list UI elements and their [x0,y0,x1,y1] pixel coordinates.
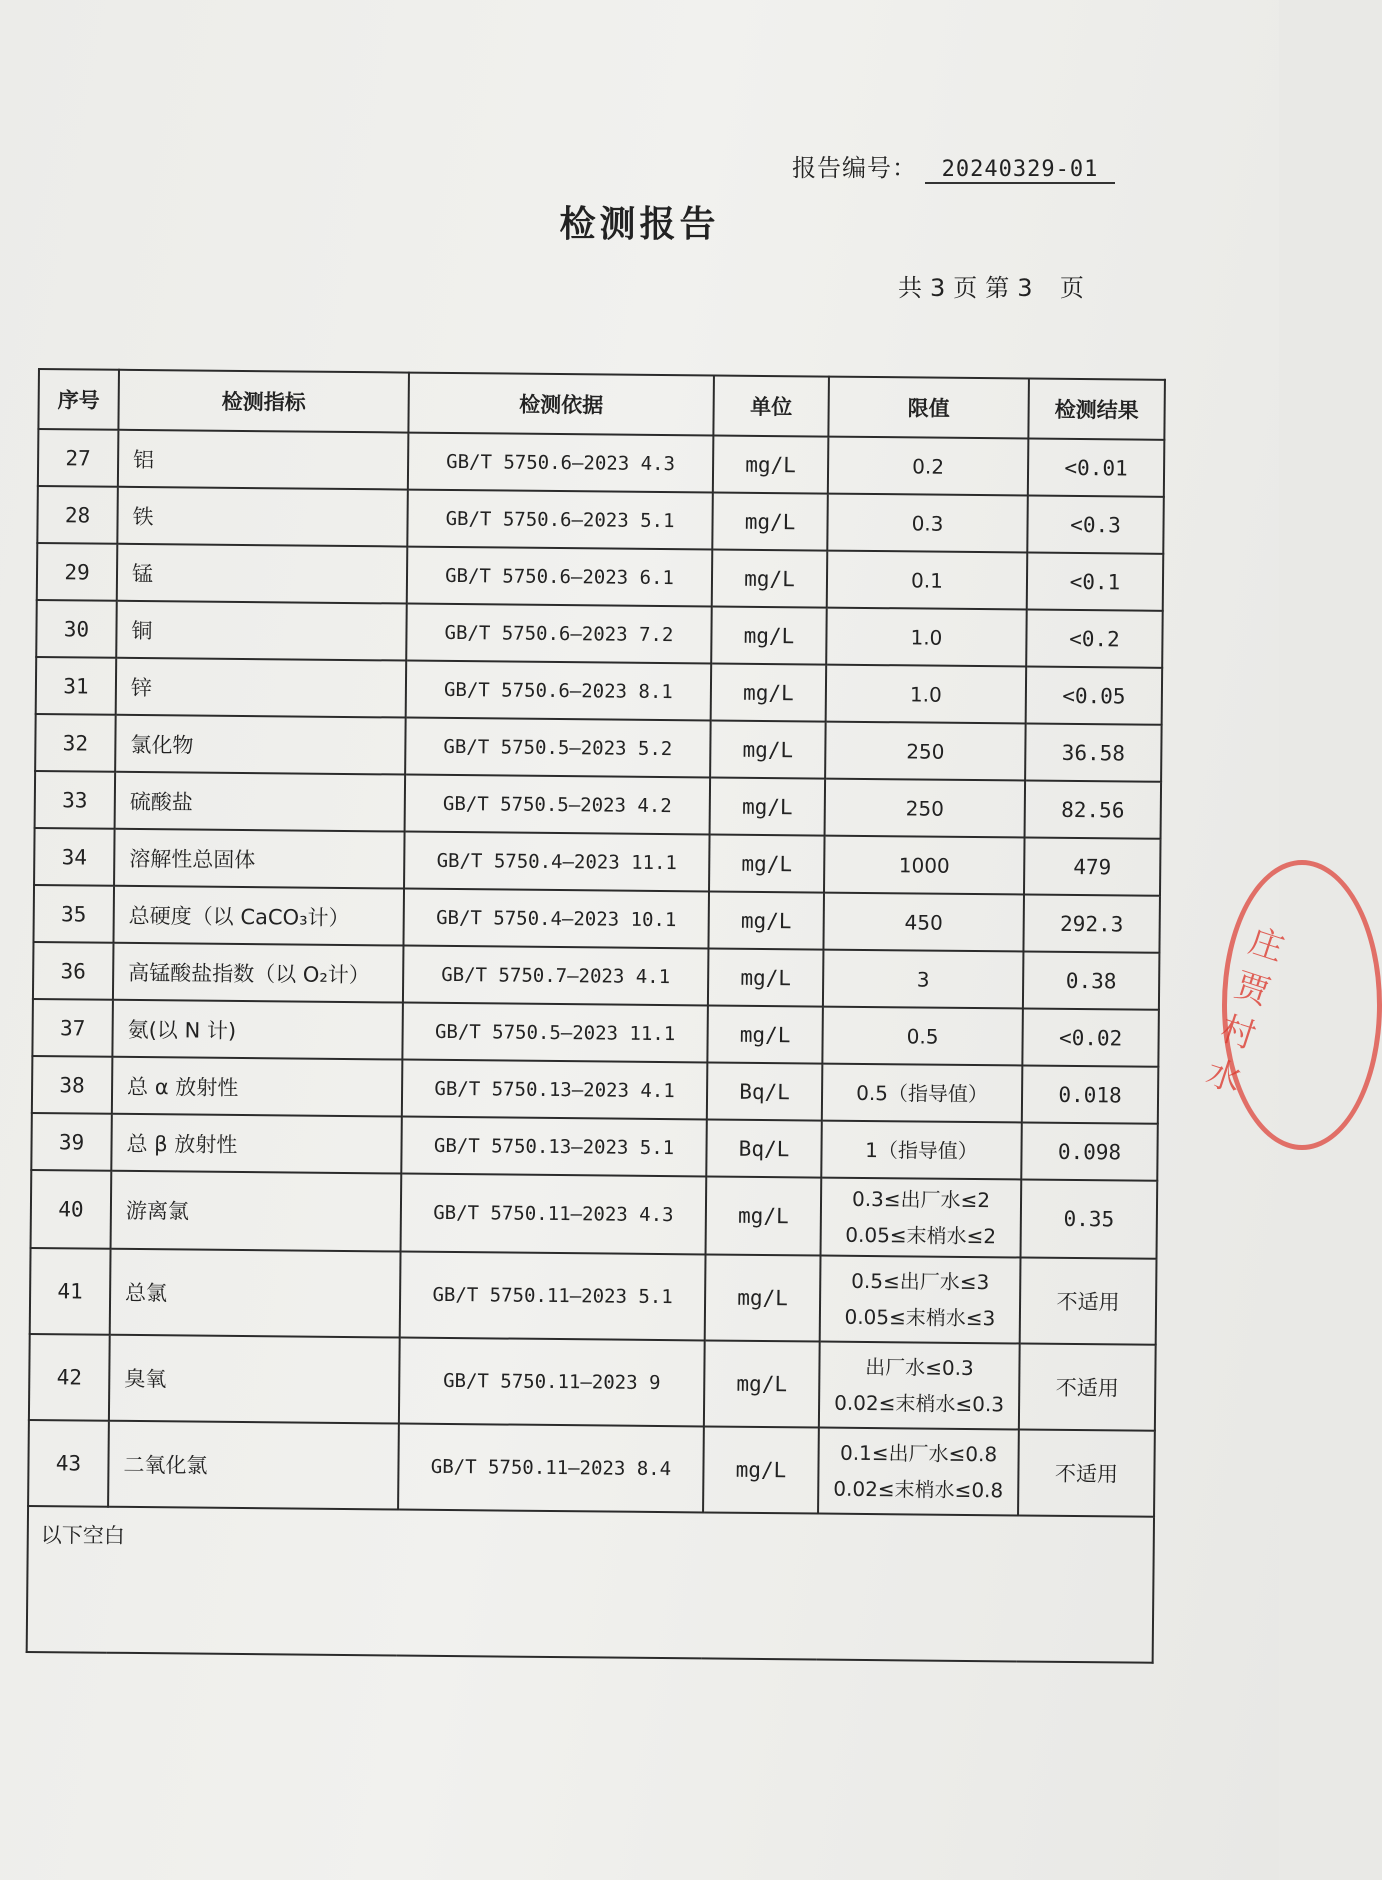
limit-line: 0.3 [911,510,944,536]
no-cell: 31 [36,657,117,715]
unit-cell: mg/L [713,435,829,493]
header-no: 序号 [38,369,119,430]
limit-cell [821,1121,1022,1180]
result-cell: 不适用 [1019,1343,1156,1430]
unit-cell: mg/L [712,492,828,550]
pages-total-prefix: 共 [898,274,924,302]
limit-cell [822,1064,1023,1123]
result-cell: 0.35 [1021,1179,1158,1258]
unit-cell: mg/L [711,606,827,664]
no-cell: 39 [31,1113,112,1171]
no-cell: 29 [37,543,118,601]
limit-line: 0.5≤出厂水≤3 [851,1268,990,1295]
unit-cell: mg/L [703,1426,819,1513]
limit-line: 0.1 [910,567,944,593]
limit-cell [827,494,1028,553]
table-row [28,1420,1155,1517]
method-cell: GB/T 5750.4—2023 11.1 [404,832,710,892]
item-cell: 总 α 放射性 [112,1057,403,1117]
result-cell: <0.02 [1022,1008,1159,1066]
limit-line: 0.02≤末梢水≤0.3 [834,1390,1005,1417]
limit-cell [825,722,1026,781]
unit-cell: mg/L [712,549,828,607]
result-cell: 36.58 [1025,723,1162,781]
limit-cell [818,1428,1019,1516]
unit-cell: mg/L [704,1340,820,1427]
header-result: 检测结果 [1028,379,1165,440]
table-row [31,1170,1158,1259]
no-cell: 34 [34,828,115,886]
unit-cell: mg/L [708,948,824,1006]
method-cell: GB/T 5750.11—2023 9 [399,1338,705,1427]
unit-cell: mg/L [710,720,826,778]
no-cell: 42 [29,1334,110,1421]
note-cell: 以下空白 [27,1506,1154,1663]
limit-cell [828,437,1029,496]
limit-cell [827,551,1028,610]
no-cell: 40 [31,1170,112,1249]
unit-cell: Bq/L [707,1062,823,1120]
item-cell: 游离氯 [111,1171,402,1252]
header-unit: 单位 [713,375,829,436]
method-cell: GB/T 5750.7—2023 4.1 [403,946,709,1006]
no-cell: 37 [32,999,113,1057]
item-cell: 锰 [117,544,408,604]
no-cell: 43 [28,1420,109,1507]
unit-cell: mg/L [705,1254,821,1341]
no-cell: 38 [32,1056,113,1114]
limit-line: 0.3≤出厂水≤2 [851,1186,991,1213]
no-cell: 36 [33,942,114,1000]
header-limit: 限值 [828,377,1029,439]
unit-cell: Bq/L [706,1119,822,1177]
report-number-label: 报告编号： [792,154,917,182]
pages-current-suffix: 页 [1059,274,1086,302]
limit-cell [820,1256,1021,1344]
limit-line: 450 [904,909,943,935]
limit-line: 0.05≤末梢水≤3 [844,1304,996,1331]
method-cell: GB/T 5750.13—2023 4.1 [402,1060,708,1120]
item-cell: 高锰酸盐指数（以 O₂计） [113,943,404,1003]
result-cell: 82.56 [1025,780,1162,838]
result-cell: 不适用 [1020,1257,1157,1344]
limit-line: 1.0 [910,624,943,650]
no-cell: 27 [38,429,119,487]
unit-cell: mg/L [706,1176,822,1255]
item-cell: 二氧化氯 [108,1421,399,1510]
limit-line: 0.1≤出厂水≤0.8 [839,1440,998,1467]
limit-cell [822,1007,1023,1066]
method-cell: GB/T 5750.5—2023 5.2 [405,718,711,778]
limit-line: 250 [905,795,945,821]
method-cell: GB/T 5750.11—2023 4.3 [401,1174,707,1255]
limit-cell [823,893,1024,952]
limit-line: 1000 [898,852,950,878]
method-cell: GB/T 5750.4—2023 10.1 [403,889,709,949]
limit-line: 0.2 [912,453,945,479]
unit-cell: mg/L [711,663,827,721]
item-cell: 铝 [118,430,409,490]
limit-line: 0.02≤末梢水≤0.8 [833,1476,1004,1503]
no-cell: 35 [33,885,114,943]
limit-cell [823,950,1024,1009]
header-method: 检测依据 [408,373,714,436]
limit-line: 250 [906,738,945,764]
pages-current-prefix: 第 [985,274,1012,302]
unit-cell: mg/L [707,1005,823,1063]
item-cell: 氯化物 [115,715,406,775]
table-row [30,1248,1157,1345]
table-header-row [38,369,1165,440]
no-cell: 28 [37,486,118,544]
method-cell: GB/T 5750.5—2023 4.2 [405,775,711,835]
result-cell: <0.3 [1027,496,1164,554]
unit-cell: mg/L [708,891,824,949]
method-cell: GB/T 5750.6—2023 8.1 [406,661,712,721]
item-cell: 铁 [117,487,408,547]
method-cell: GB/T 5750.6—2023 6.1 [407,547,713,607]
method-cell: GB/T 5750.13—2023 5.1 [401,1117,707,1177]
item-cell: 臭氧 [109,1335,400,1424]
limit-cell [819,1342,1020,1430]
method-cell: GB/T 5750.5—2023 11.1 [402,1003,708,1063]
result-cell: <0.05 [1026,666,1163,724]
item-cell: 铜 [116,601,407,661]
result-cell: 479 [1024,837,1161,895]
item-cell: 总硬度（以 CaCO₃计） [113,886,404,946]
item-cell: 硫酸盐 [115,772,406,832]
item-cell: 总氯 [110,1249,401,1338]
limit-cell [826,608,1027,667]
pages-total-suffix: 页 [953,274,980,302]
method-cell: GB/T 5750.6—2023 7.2 [406,604,712,664]
result-cell: <0.1 [1027,553,1164,611]
unit-cell: mg/L [709,834,825,892]
pages-current: 3 [1017,274,1035,302]
no-cell: 41 [30,1248,111,1335]
report-number-value: 20240329-01 [925,157,1115,184]
results-table [26,368,1166,1664]
result-cell: 0.098 [1021,1122,1158,1180]
item-cell: 氨(以 N 计) [112,1000,403,1060]
page-indicator [898,268,1092,303]
item-cell: 总 β 放射性 [111,1114,402,1174]
method-cell: GB/T 5750.6—2023 4.3 [408,433,714,493]
stamp-lettering: 庄 贾 村 水 [1201,921,1289,1101]
no-cell: 33 [35,771,116,829]
limit-line: 0.5（指导值） [856,1080,989,1106]
pages-total: 3 [930,274,948,302]
method-cell: GB/T 5750.6—2023 5.1 [407,490,713,550]
report-number [792,148,1115,184]
table-row [29,1334,1156,1431]
item-cell: 锌 [116,658,407,718]
note-row [27,1506,1154,1663]
limit-cell [821,1178,1022,1258]
table-body [28,429,1164,1517]
limit-cell [825,779,1026,838]
results-table-wrapper [26,368,1164,1664]
item-cell: 溶解性总固体 [114,829,405,889]
limit-cell [824,836,1025,895]
no-cell: 30 [36,600,117,658]
header-item: 检测指标 [118,370,409,433]
limit-cell [826,665,1027,724]
unit-cell: mg/L [710,777,826,835]
result-cell: 不适用 [1018,1429,1155,1516]
limit-line: 3 [916,966,930,992]
method-cell: GB/T 5750.11—2023 5.1 [400,1252,706,1341]
result-cell: 292.3 [1023,894,1160,952]
method-cell: GB/T 5750.11—2023 8.4 [398,1424,704,1513]
result-cell: 0.018 [1022,1065,1159,1123]
result-cell: 0.38 [1023,951,1160,1009]
limit-line: 1（指导值） [865,1137,979,1163]
report-title: 检测报告 [559,204,720,245]
limit-line: 1.0 [909,681,942,707]
result-cell: <0.01 [1028,439,1165,497]
no-cell: 32 [35,714,116,772]
limit-line: 出厂水≤0.3 [865,1354,974,1381]
result-cell: <0.2 [1026,610,1163,668]
limit-line: 0.05≤末梢水≤2 [845,1222,997,1249]
limit-line: 0.5 [906,1023,939,1049]
